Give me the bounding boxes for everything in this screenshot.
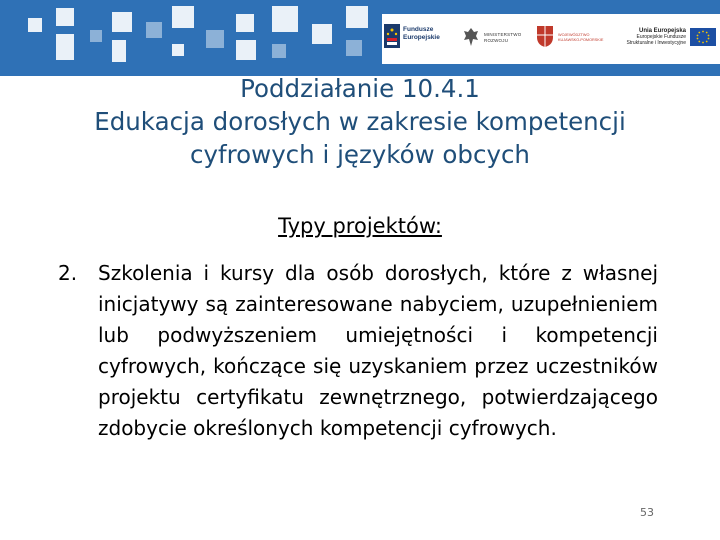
decor-square xyxy=(56,34,74,60)
decor-square xyxy=(172,44,184,56)
polish-eagle-emblem-icon xyxy=(462,26,480,48)
decor-square xyxy=(236,14,254,32)
voivodeship-line1: WOJEWÓDZTWO xyxy=(558,33,590,37)
header-banner xyxy=(0,0,720,76)
ministry-line1: MINISTERSTWO xyxy=(484,32,522,37)
eu-logo xyxy=(618,14,718,64)
european-funds-line1: Fundusze xyxy=(403,26,434,33)
page-number: 53 xyxy=(640,506,654,519)
european-funds-logo xyxy=(384,14,458,64)
voivodeship-crest-icon xyxy=(536,24,554,48)
decor-square xyxy=(146,22,162,38)
list-item-number: 2. xyxy=(58,261,78,285)
decor-square xyxy=(346,6,368,28)
title-line-3: cyfrowych i języków obcych xyxy=(190,140,530,169)
voivodeship-logo xyxy=(534,14,614,64)
eu-line1: Unia Europejska xyxy=(638,28,686,34)
list-item xyxy=(58,258,658,444)
ministry-line2: ROZWOJU xyxy=(484,38,509,43)
decor-square xyxy=(346,40,362,56)
decor-square xyxy=(112,12,132,32)
list-item-text: Szkolenia i kursy dla osób dorosłych, które z własnej inicjatywy są zainteresowane nabyciem, uzupełnieniem lub podwyższeniem umiejętności i kompetencji cyfrowych, kończące się uzyskaniem przez uczestników projektu certyfikatu zewnętrznego, potwierdzającego zdobycie określonych kompetencji cyfrowych. xyxy=(98,261,658,440)
decor-square xyxy=(112,40,126,62)
title-line-2: Edukacja dorosłych w zakresie kompetencji xyxy=(94,107,626,136)
title-line-1: Poddziałanie 10.4.1 xyxy=(240,74,480,103)
eu-line3: Strukturalne i Inwestycyjne xyxy=(626,40,686,46)
decor-square xyxy=(90,30,102,42)
european-funds-mark-icon xyxy=(384,24,400,48)
decor-square xyxy=(56,8,74,26)
ministry-logo xyxy=(462,14,532,64)
eu-line2: Europejskie Fundusze xyxy=(636,34,686,40)
decor-square xyxy=(272,6,298,32)
decor-square xyxy=(172,6,194,28)
decor-square xyxy=(28,18,42,32)
slide-title xyxy=(0,72,720,171)
eu-flag-icon xyxy=(690,28,716,46)
european-funds-line2: Europejskie xyxy=(403,34,440,41)
decor-square xyxy=(312,24,332,44)
voivodeship-line2: KUJAWSKO-POMORSKIE xyxy=(558,38,604,42)
project-types-heading: Typy projektów: xyxy=(278,214,442,238)
decor-square xyxy=(272,44,286,58)
logo-strip xyxy=(382,14,720,64)
decor-square xyxy=(236,40,256,60)
decor-square xyxy=(206,30,224,48)
